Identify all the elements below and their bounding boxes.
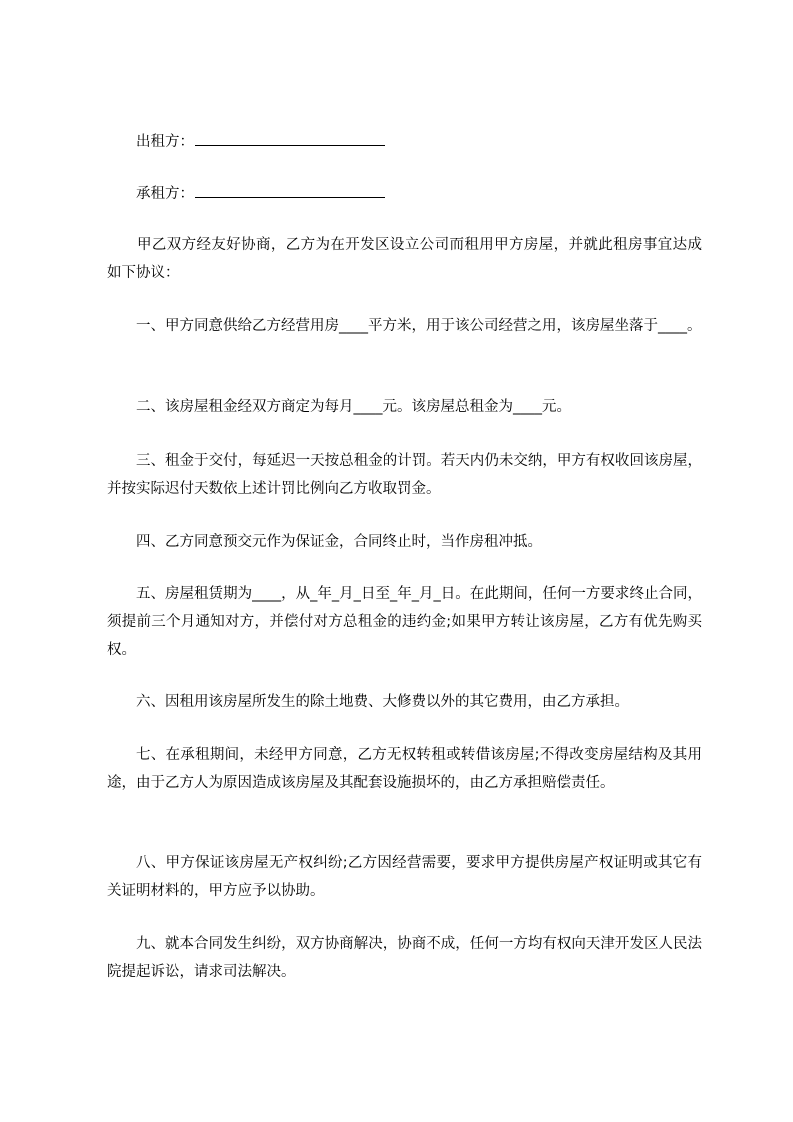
- clause-5: 五、房屋租赁期为____，从_年_月_日至_年_月_日。在此期间，任何一方要求终止合同，须提前三个月通知对方，并偿付对方总租金的违约金;如果甲方转让该房屋，乙方有优先购买权。: [107, 586, 702, 658]
- lessee-blank: [195, 180, 385, 198]
- clause-3: 三、租金于交付，每延迟一天按总租金的计罚。若天内仍未交纳，甲方有权收回该房屋，并按实际迟付天数依上述计罚比例向乙方收取罚金。: [107, 453, 702, 497]
- lessor-line: [136, 128, 385, 156]
- clause-8: 八、甲方保证该房屋无产权纠纷;乙方因经营需要，要求甲方提供房屋产权证明或其它有关证明材料的，甲方应予以协助。: [107, 855, 702, 899]
- intro-paragraph: 甲乙双方经友好协商，乙方为在开发区设立公司而租用甲方房屋，并就此租房事宜达成如下协议：: [107, 237, 702, 281]
- clause-7: 七、在承租期间，未经甲方同意，乙方无权转租或转借该房屋;不得改变房屋结构及其用途，由于乙方人为原因造成该房屋及其配套设施损坏的，由乙方承担赔偿责任。: [107, 747, 702, 791]
- lessee-label: 承租方：: [136, 186, 194, 202]
- clause-6: 六、因租用该房屋所发生的除土地费、大修费以外的其它费用，由乙方承担。: [136, 694, 629, 710]
- clause-2: 二、该房屋租金经双方商定为每月____元。该房屋总租金为____元。: [136, 399, 571, 415]
- lessor-blank: [195, 128, 385, 146]
- lessee-line: [136, 180, 385, 208]
- lessor-label: 出租方：: [136, 134, 194, 150]
- clause-1: 一、甲方同意供给乙方经营用房____平方米，用于该公司经营之用，该房屋坐落于____。: [136, 318, 702, 334]
- clause-4: 四、乙方同意预交元作为保证金，合同终止时，当作房租冲抵。: [136, 534, 542, 550]
- clause-9: 九、就本合同发生纠纷，双方协商解决，协商不成，任何一方均有权向天津开发区人民法院提起诉讼，请求司法解决。: [107, 936, 702, 980]
